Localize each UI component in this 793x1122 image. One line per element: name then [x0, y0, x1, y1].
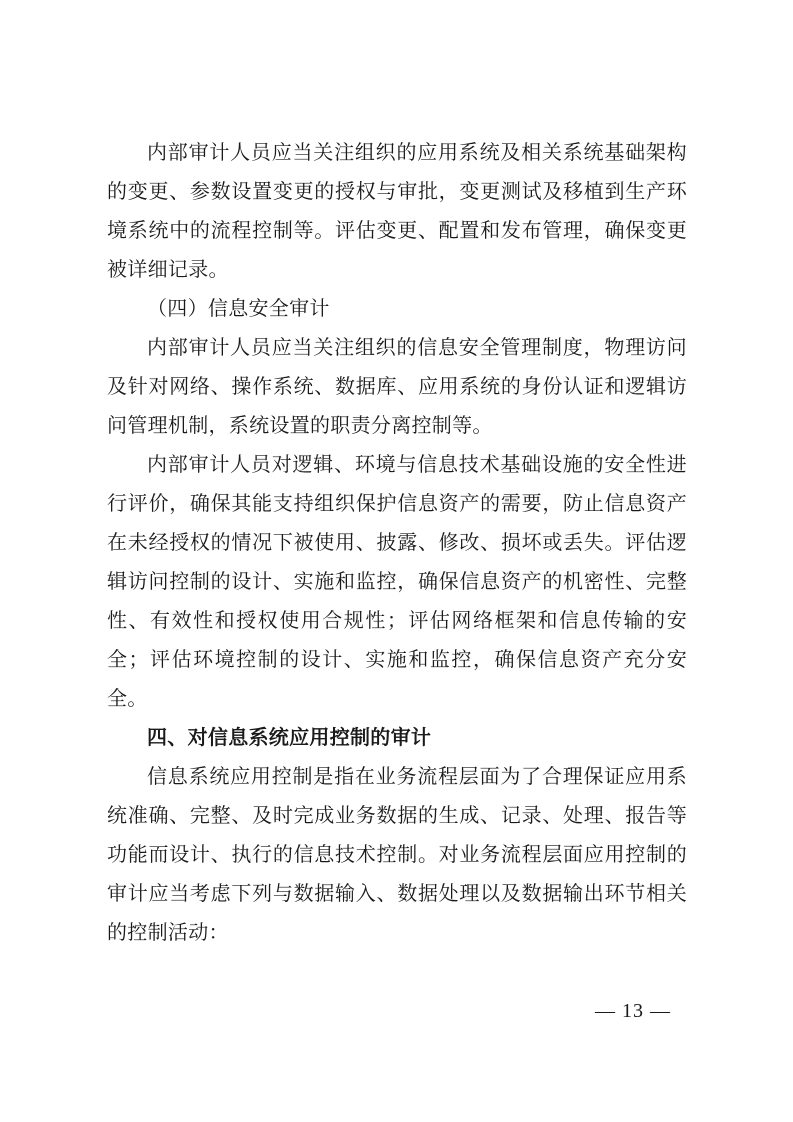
paragraph-change-management: 内部审计人员应当关注组织的应用系统及相关系统基础架构的变更、参数设置变更的授权与审批，变更测试及移植到生产环境系统中的流程控制等。评估变更、配置和发布管理，确保变更被详细记录。 — [107, 140, 687, 281]
page-number: — 13 — — [595, 1000, 671, 1022]
document-body — [107, 133, 687, 952]
paragraph-application-control-definition: 信息系统应用控制是指在业务流程层面为了合理保证应用系统准确、完整、及时完成业务数据的生成、记录、处理、报告等功能而设计、执行的信息技术控制。对业务流程层面应用控制的审计应当考虑下列与数据输入、数据处理以及数据输出环节相关的控制活动： — [107, 764, 687, 944]
subheading-information-security-audit: （四）信息安全审计 — [147, 296, 330, 320]
section-heading-application-control-audit: 四、对信息系统应用控制的审计 — [147, 725, 432, 749]
paragraph-security-evaluation: 内部审计人员对逻辑、环境与信息技术基础设施的安全性进行评价，确保其能支持组织保护信息资产的需要，防止信息资产在未经授权的情况下被使用、披露、修改、损坏或丢失。评估逻辑访问控制的设计、实施和监控，确保信息资产的机密性、完整性、有效性和授权使用合规性；评估网络框架和信息传输的安全；评估环境控制的设计、实施和监控，确保信息资产充分安全。 — [107, 452, 687, 710]
paragraph-security-management: 内部审计人员应当关注组织的信息安全管理制度，物理访问及针对网络、操作系统、数据库、应用系统的身份认证和逻辑访问管理机制，系统设置的职责分离控制等。 — [107, 335, 687, 437]
